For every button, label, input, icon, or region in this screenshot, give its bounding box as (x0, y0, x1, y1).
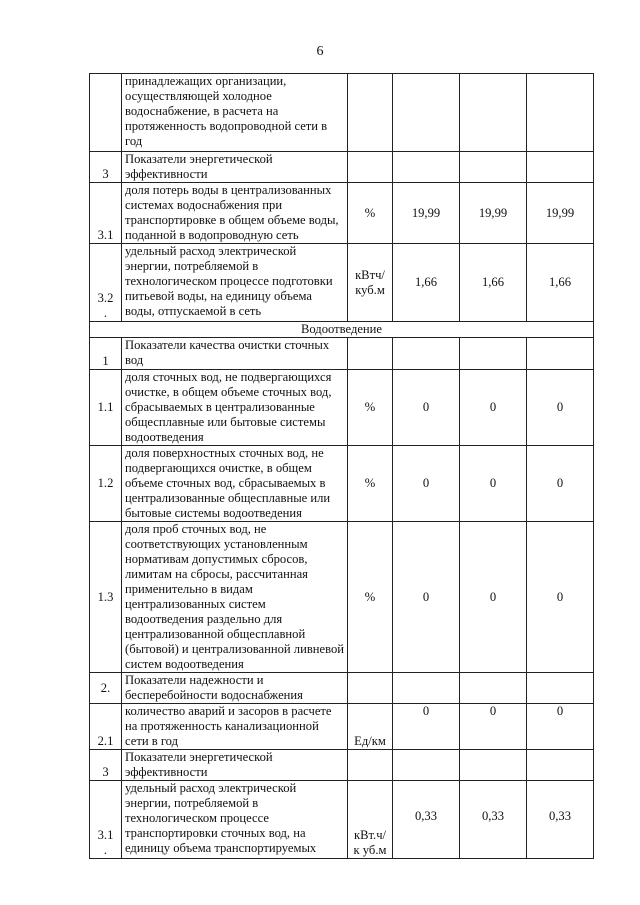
unit-cell: % (348, 370, 393, 446)
unit-cell (348, 338, 393, 370)
table-row (90, 74, 594, 152)
table-row (90, 673, 594, 704)
unit-cell (348, 750, 393, 781)
value-cell: 19,99 (393, 183, 460, 244)
indicator-name: Показатели надежности и бесперебойности водоснабжения (122, 673, 348, 704)
row-number: 1.2 (90, 446, 122, 522)
indicator-name: принадлежащих организации, осуществляющей холодное водоснабжение, в расчета на протяженность водопроводной сети в год (122, 74, 348, 152)
row-number: 3 (90, 152, 122, 183)
value-cell: 1,66 (527, 244, 594, 322)
indicator-name: доля поверхностных сточных вод, не подвергающихся очистке, в общем объеме сточных вод, сбрасываемых в централизованные общесплавные или бытовые системы водоотведения (122, 446, 348, 522)
unit-cell (348, 152, 393, 183)
unit-cell: Ед/км (348, 704, 393, 750)
value-cell: 0,33 (527, 781, 594, 859)
table-row (90, 781, 594, 859)
value-cell (393, 750, 460, 781)
unit-cell (348, 74, 393, 152)
value-cell: 0 (527, 522, 594, 673)
row-number: 3 (90, 750, 122, 781)
table-row (90, 750, 594, 781)
value-cell: 0 (460, 704, 527, 750)
row-number: 3.1 . (90, 781, 122, 859)
page-number: 6 (316, 44, 324, 59)
indicator-name: Показатели энергетической эффективности (122, 750, 348, 781)
value-cell (393, 152, 460, 183)
indicator-name: доля потерь воды в централизованных системах водоснабжения при транспортировке в общем объеме воды, поданной в водопроводную сеть (122, 183, 348, 244)
unit-cell: % (348, 522, 393, 673)
value-cell: 0 (393, 704, 460, 750)
row-number: 3.2 . (90, 244, 122, 322)
row-number: 3.1 (90, 183, 122, 244)
unit-cell: % (348, 446, 393, 522)
value-cell (460, 750, 527, 781)
value-cell: 19,99 (527, 183, 594, 244)
unit-cell: кВт.ч/к уб.м (348, 781, 393, 859)
value-cell (460, 74, 527, 152)
table-row (90, 370, 594, 446)
value-cell: 0,33 (460, 781, 527, 859)
indicator-name: количество аварий и засоров в расчете на протяженность канализационной сети в год (122, 704, 348, 750)
indicators-table (89, 73, 594, 859)
value-cell (460, 338, 527, 370)
value-cell: 0 (460, 446, 527, 522)
value-cell: 0,33 (393, 781, 460, 859)
value-cell (527, 74, 594, 152)
indicator-name: Показатели энергетической эффективности (122, 152, 348, 183)
value-cell (460, 673, 527, 704)
value-cell (393, 338, 460, 370)
value-cell: 0 (527, 370, 594, 446)
value-cell (393, 74, 460, 152)
value-cell: 19,99 (460, 183, 527, 244)
row-number: 1 (90, 338, 122, 370)
indicator-name: доля сточных вод, не подвергающихся очистке, в общем объеме сточных вод, сбрасываемых в централизованные общесплавные или бытовые системы водоотведения (122, 370, 348, 446)
value-cell (460, 152, 527, 183)
unit-cell (348, 673, 393, 704)
value-cell: 0 (460, 522, 527, 673)
value-cell: 0 (460, 370, 527, 446)
value-cell: 0 (527, 446, 594, 522)
value-cell: 0 (393, 522, 460, 673)
value-cell: 1,66 (460, 244, 527, 322)
table-row (90, 338, 594, 370)
value-cell (527, 750, 594, 781)
value-cell: 0 (393, 370, 460, 446)
unit-cell: кВтч/ куб.м (348, 244, 393, 322)
unit-cell: % (348, 183, 393, 244)
section-row (90, 322, 594, 338)
section-title: Водоотведение (90, 322, 594, 338)
indicator-name: удельный расход электрической энергии, потребляемой в технологическом процессе подготовки питьевой воды, на единицу объема воды, отпускаемой в сеть (122, 244, 348, 322)
value-cell: 0 (393, 446, 460, 522)
value-cell: 0 (527, 704, 594, 750)
value-cell (527, 152, 594, 183)
value-cell (527, 673, 594, 704)
indicator-name: доля проб сточных вод, не соответствующих установленным нормативам допустимых сбросов, лимитам на сбросы, рассчитанная применительно в видам централизованных систем водоотведения раздельно для централизованной общесплавной (бытовой) и централизованной ливневой систем водоотведения (122, 522, 348, 673)
table-row (90, 704, 594, 750)
table-row (90, 446, 594, 522)
row-number: 2.1 (90, 704, 122, 750)
table-row (90, 522, 594, 673)
row-number: 1.1 (90, 370, 122, 446)
table-row (90, 152, 594, 183)
row-number: 1.3 (90, 522, 122, 673)
value-cell: 1,66 (393, 244, 460, 322)
row-number: 2. (90, 673, 122, 704)
indicator-name: удельный расход электрической энергии, потребляемой в технологическом процессе транспортировки сточных вод, на единицу объема транспортируемых (122, 781, 348, 859)
row-number (90, 74, 122, 152)
table-row (90, 244, 594, 322)
value-cell (527, 338, 594, 370)
value-cell (393, 673, 460, 704)
table-row (90, 183, 594, 244)
indicator-name: Показатели качества очистки сточных вод (122, 338, 348, 370)
